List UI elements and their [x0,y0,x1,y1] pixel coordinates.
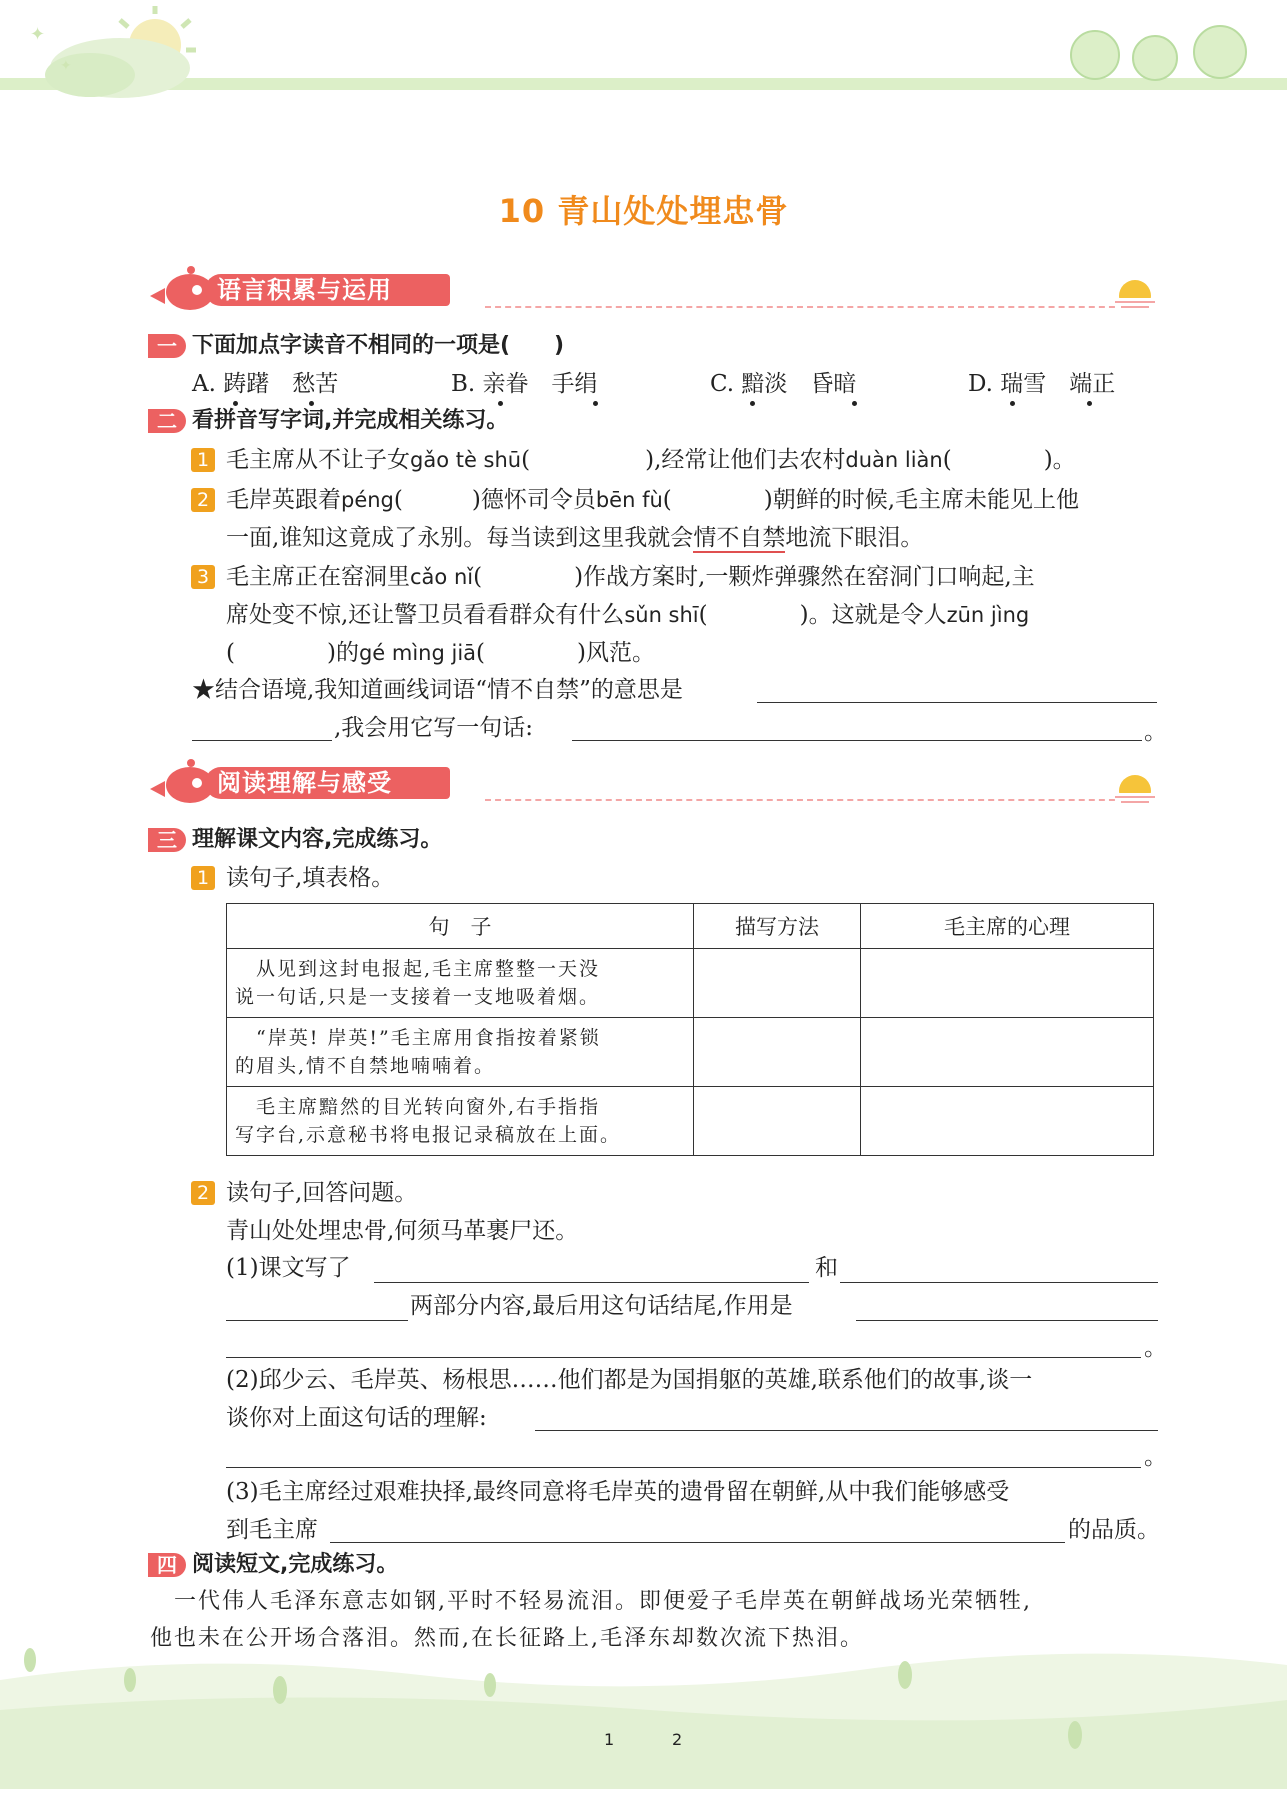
footer-decoration [0,1640,1287,1789]
emphasis-dot [1010,401,1015,406]
method-cell[interactable] [694,1087,861,1156]
text-segment: 毛主席从不让子女 [226,447,410,473]
text-segment: ( )朝鲜的时候,毛主席未能见上他 [662,487,1080,513]
q3-sub1-b: 和 [815,1255,838,1281]
emphasis-dot [750,401,755,406]
mind-cell[interactable] [861,949,1154,1018]
pinyin: gé mìng jiā [358,641,477,665]
q2-item3-number: 3 [191,565,215,589]
header-art [0,0,1287,120]
q3-sub2-a: (2)邱少云、毛岸英、杨根思……他们都是为国捐躯的英雄,联系他们的故事,谈一 [226,1367,1033,1393]
underlined-word: 情不自禁 [693,525,786,551]
sentence-line: “岸英! 岸英!”毛主席用食指按着紧锁 [235,1027,601,1049]
pinyin: péng [341,488,394,512]
q2-item1-number: 1 [191,448,215,472]
text-segment: 地流下眼泪。 [785,525,924,551]
emphasis-dot [1087,401,1092,406]
page-number-left: 1 [604,1730,615,1749]
q3-sub3-b: 到毛主席 [226,1517,318,1543]
page-title: 10 青山处处埋忠骨 [498,192,789,230]
text-segment: ( ),经常让他们去农村 [521,447,846,473]
answer-line[interactable] [757,702,1157,703]
header-decoration [0,0,1287,120]
q2-item1-line [226,446,1076,474]
period: 。 [1144,1444,1167,1470]
page-number-right: 2 [672,1730,683,1749]
mind-cell[interactable] [861,1018,1154,1087]
answer-line[interactable] [840,1282,1158,1283]
pinyin: cǎo nǐ [410,565,474,589]
q3-sub1-a: (1)课文写了 [226,1255,351,1281]
emphasis-dot [852,401,857,406]
method-cell[interactable] [694,1018,861,1087]
answer-line[interactable] [330,1542,1065,1543]
emphasis-dot [309,401,314,406]
table-row [227,949,1154,1018]
q2-item3-line1 [226,563,1035,591]
q3-sub3-a: (3)毛主席经过艰难抉择,最终同意将毛岸英的遗骨留在朝鲜,从中我们能够感受 [226,1479,1010,1505]
text-segment: 毛岸英跟着 [226,487,341,513]
method-cell[interactable] [694,949,861,1018]
sentence-line: 毛主席黯然的目光转向窗外,右手指指 [235,1096,601,1118]
pinyin: sǔn shī [624,603,699,627]
q1-title: 下面加点字读音不相同的一项是( ) [192,333,565,358]
sentence-line: 的眉头,情不自禁地喃喃着。 [235,1055,496,1077]
q2-item2-line2 [226,524,923,552]
pinyin: duàn liàn [845,448,943,472]
svg-text:✦: ✦ [30,24,46,45]
q3-item1-number: 1 [191,866,215,890]
q2-item2-line1 [226,486,1079,514]
q3-sub2-b: 谈你对上面这句话的理解: [226,1405,487,1431]
period: 。 [1144,1335,1167,1361]
answer-line[interactable] [226,1467,1141,1468]
table-row [227,1087,1154,1156]
q1-option-a[interactable]: A. 踌躇 愁苦 [192,371,339,397]
sentence-cell [227,1018,694,1087]
q3-title: 理解课文内容,完成练习。 [192,827,443,852]
sentence-cell [227,949,694,1018]
q1-option-d[interactable]: D. 瑞雪 端正 [968,371,1116,397]
q3-item2-text: 读句子,回答问题。 [226,1180,418,1206]
text-segment: ( )。 [942,447,1076,473]
text-segment: ( )作战方案时,一颗炸弹骤然在窑洞门口响起,主 [473,564,1035,590]
text-segment: ( )。这就是令人 [698,602,947,628]
text-segment: ( )的 [226,640,359,666]
emphasis-dot [233,401,238,406]
q3-item2-number: 2 [191,1181,215,1205]
emphasis-dot [498,401,503,406]
q2-item3-line3 [226,639,655,667]
q3-badge: 三 [148,828,186,852]
q1-badge: 一 [148,334,186,358]
q2-item3-line2 [226,601,1029,629]
q2-star-prompt: ★结合语境,我知道画线词语“情不自禁”的意思是 [192,677,683,703]
section-banner-2 [145,765,1165,801]
sentence-line: 从见到这封电报起,毛主席整整一天没 [235,958,601,980]
sunset-icon [1105,270,1165,310]
q1-option-c[interactable]: C. 黯淡 昏暗 [710,371,857,397]
table-row [227,1018,1154,1087]
q3-sub3-c: 的品质。 [1068,1517,1160,1543]
q1-option-b[interactable]: B. 亲眷 手绢 [451,371,598,397]
q3-item1-text: 读句子,填表格。 [226,865,395,891]
section-title-1: 语言积累与运用 [217,276,392,304]
q2-title: 看拼音写字词,并完成相关练习。 [192,408,509,433]
mind-cell[interactable] [861,1087,1154,1156]
answer-line[interactable] [192,740,332,741]
q4-title: 阅读短文,完成练习。 [192,1552,399,1577]
q4-badge: 四 [148,1553,186,1577]
answer-line[interactable] [226,1357,1141,1358]
pinyin: zūn jìng [946,603,1030,627]
text-segment: ( )风范。 [476,640,655,666]
sentence-line: 说一句话,只是一支接着一支地吸着烟。 [235,986,601,1008]
q3-sub1-c: 两部分内容,最后用这句话结尾,作用是 [410,1293,793,1319]
answer-line[interactable] [535,1430,1158,1431]
text-segment: 席处变不惊,还让警卫员看看群众有什么 [226,602,625,628]
q4-paragraph-line1: 一代伟人毛泽东意志如钢,平时不轻易流泪。即便爱子毛岸英在朝鲜战场光荣牺牲, [150,1589,1032,1614]
pinyin: gǎo tè shū [410,448,522,472]
text-segment: ( )德怀司令员 [393,487,596,513]
answer-line[interactable] [572,740,1142,741]
footer-hills [0,1640,1287,1789]
q2-badge: 二 [148,409,186,433]
text-segment: 毛主席正在窑洞里 [226,564,410,590]
emphasis-dot [593,401,598,406]
answer-table [226,903,1154,1156]
pinyin: bēn fù [595,488,663,512]
answer-line[interactable] [226,1320,408,1321]
table-header: 描写方法 [694,904,861,949]
table-header: 句 子 [227,904,694,949]
q2-star-prompt-2: ,我会用它写一句话: [334,715,534,741]
sentence-line: 写字台,示意秘书将电报记录稿放在上面。 [235,1124,622,1146]
q2-item2-number: 2 [191,488,215,512]
q4-paragraph-line2: 他也未在公开场合落泪。然而,在长征路上,毛泽东却数次流下热泪。 [150,1626,864,1651]
period: 。 [1144,719,1167,745]
sunset-icon [1105,765,1165,805]
section-title-2: 阅读理解与感受 [217,769,392,797]
svg-text:✦: ✦ [60,58,72,74]
answer-line[interactable] [374,1282,809,1283]
table-header-row [227,904,1154,949]
text-segment: 一面,谁知这竟成了永别。每当读到这里我就会 [226,525,694,551]
q3-quote: 青山处处埋忠骨,何须马革裹尸还。 [226,1218,579,1244]
table-header: 毛主席的心理 [861,904,1154,949]
answer-line[interactable] [856,1320,1158,1321]
sentence-cell [227,1087,694,1156]
section-banner-1 [145,272,1165,308]
